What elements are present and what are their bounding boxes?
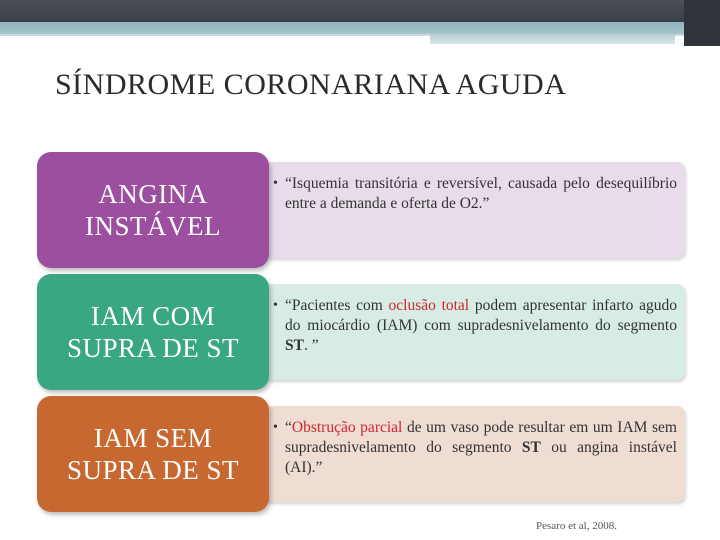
definition-text-middle: de um vaso pode resultar em um IAM sem supradesnivelamento do segmento [285, 419, 677, 456]
highlight-text: oclusão total [388, 297, 470, 314]
category-label [37, 274, 269, 390]
definition-text-end: . ” [303, 337, 319, 354]
category-label [37, 152, 269, 268]
category-label-line1: ANGINA [98, 179, 208, 209]
row-angina-instavel [37, 152, 687, 268]
corner-accent [684, 0, 720, 46]
category-label-line2: SUPRA DE ST [66, 333, 240, 363]
row-iam-sem-supra [37, 396, 687, 512]
category-label-line2: INSTÁVEL [85, 211, 221, 241]
definition-text [285, 418, 677, 478]
definition-text [285, 296, 677, 356]
top-teal-bar [0, 22, 720, 34]
highlight-text: Obstrução parcial [291, 419, 403, 436]
slide-title: SÍNDROME CORONARIANA AGUDA [55, 68, 567, 101]
category-label-line1: IAM COM [90, 301, 216, 331]
bold-term: ST [285, 337, 304, 354]
definition-text [285, 174, 677, 214]
bullet-icon: • [273, 298, 278, 313]
definition-text-end: ou angina instável (AI).” [285, 439, 677, 476]
definition-text-main: “Isquemia transitória e reversível, causada pelo desequilíbrio entre a demanda e oferta de O2.” [285, 175, 677, 212]
row-iam-com-supra [37, 274, 687, 390]
bullet-icon: • [273, 420, 278, 435]
top-dark-bar [0, 0, 720, 22]
category-label-line1: IAM SEM [93, 423, 213, 453]
definition-text-start: “Pacientes com [285, 297, 389, 314]
bullet-icon: • [273, 176, 278, 191]
category-label-line2: SUPRA DE ST [66, 455, 240, 485]
top-tab-accent [430, 34, 675, 44]
bold-term: ST [521, 439, 541, 456]
category-label [37, 396, 269, 512]
citation: Pesaro et al, 2008. [536, 520, 617, 532]
definition-text-start: “ [285, 419, 292, 436]
definition-text-middle: podem apresentar infarto agudo do miocárdio (IAM) com supradesnivelamento do segmento [285, 297, 677, 334]
